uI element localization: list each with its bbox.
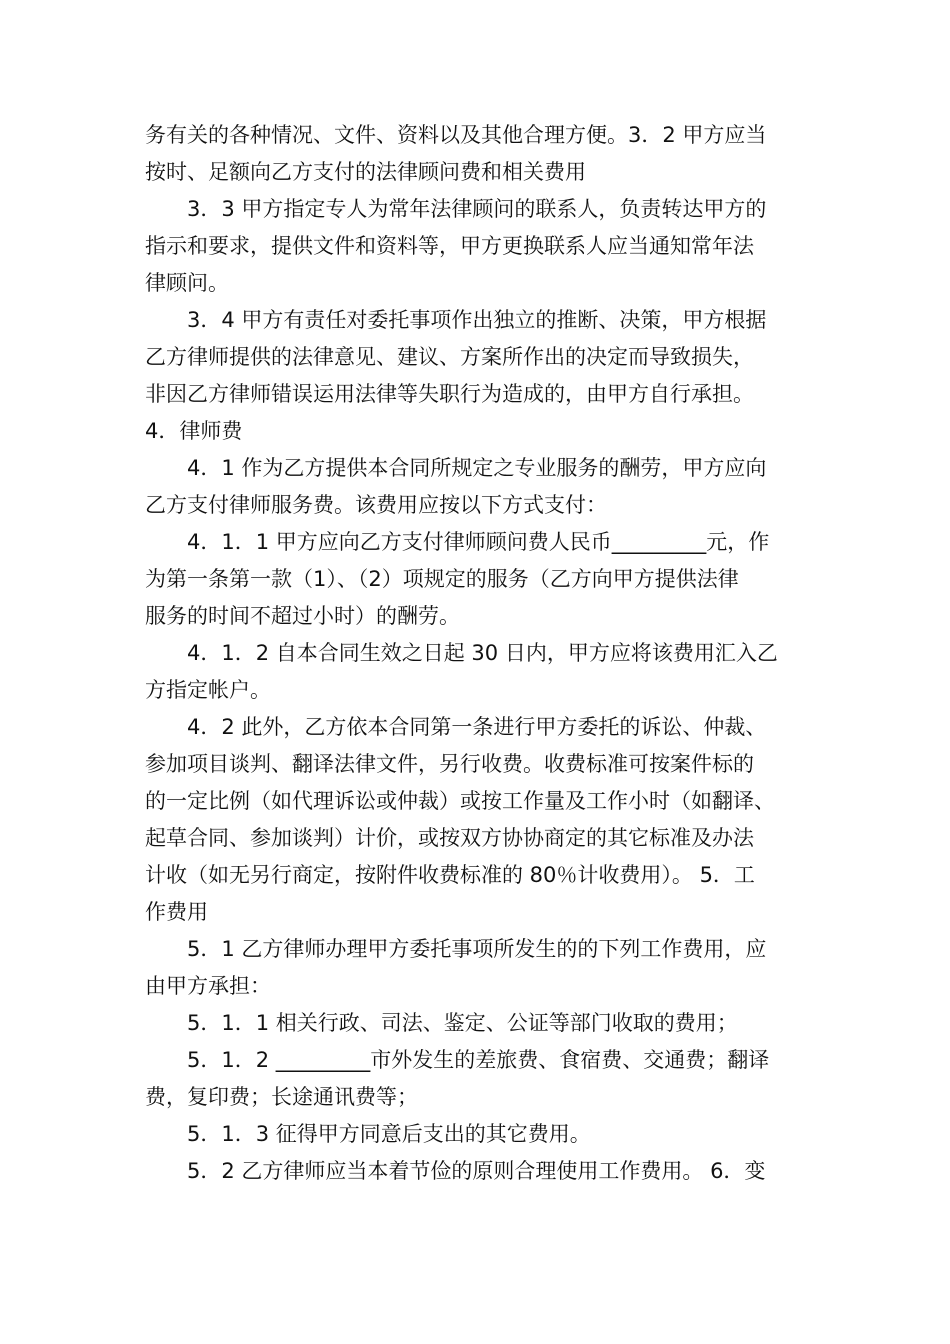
document-line: 4．2 此外，乙方依本合同第一条进行甲方委托的诉讼、仲裁、 — [187, 715, 767, 739]
document-line: 计收（如无另行商定，按附件收费标准的 80％计收费用）。 5．工 — [145, 863, 755, 887]
document-line: 指示和要求，提供文件和资料等，甲方更换联系人应当通知常年法 — [145, 234, 754, 258]
document-line: 费，复印费；长途通讯费等； — [145, 1085, 418, 1109]
document-line: 的一定比例（如代理诉讼或仲裁）或按工作量及工作小时（如翻译、 — [145, 789, 775, 813]
document-line: 作费用 — [145, 900, 208, 924]
document-line: 按时、足额向乙方支付的法律顾问费和相关费用 — [145, 160, 586, 184]
document-line: 服务的时间不超过小时）的酬劳。 — [145, 604, 460, 628]
document-line: 3．3 甲方指定专人为常年法律顾问的联系人，负责转达甲方的 — [187, 197, 767, 221]
document-line: 非因乙方律师错误运用法律等失职行为造成的，由甲方自行承担。 — [145, 382, 754, 406]
document-line: 参加项目谈判、翻译法律文件，另行收费。收费标准可按案件标的 — [145, 752, 754, 776]
document-line: 4．1 作为乙方提供本合同所规定之专业服务的酬劳，甲方应向 — [187, 456, 767, 480]
document-line: 4．1．1 甲方应向乙方支付律师顾问费人民币_________元，作 — [187, 530, 770, 554]
document-line: 4．1．2 自本合同生效之日起 30 日内，甲方应将该费用汇入乙 — [187, 641, 778, 665]
document-line: 乙方支付律师服务费。该费用应按以下方式支付： — [145, 493, 607, 517]
document-line: 5．1．1 相关行政、司法、鉴定、公证等部门收取的费用； — [187, 1011, 738, 1035]
document-line: 务有关的各种情况、文件、资料以及其他合理方便。3．2 甲方应当 — [145, 123, 767, 147]
document-line: 3．4 甲方有责任对委托事项作出独立的推断、决策，甲方根据 — [187, 308, 767, 332]
document-line: 方指定帐户。 — [145, 678, 271, 702]
document-line: 4．律师费 — [145, 419, 243, 443]
document-line: 5．1 乙方律师办理甲方委托事项所发生的的下列工作费用，应 — [187, 937, 767, 961]
document-line: 乙方律师提供的法律意见、建议、方案所作出的决定而导致损失， — [145, 345, 754, 369]
document-line: 起草合同、参加谈判）计价，或按双方协协商定的其它标准及办法 — [145, 826, 754, 850]
document-line: 为第一条第一款（1）、（2）项规定的服务（乙方向甲方提供法律 — [145, 567, 739, 591]
document-line: 由甲方承担： — [145, 974, 271, 998]
document-line: 律顾问。 — [145, 271, 229, 295]
document-body — [145, 117, 845, 1190]
document-line: 5．2 乙方律师应当本着节俭的原则合理使用工作费用。 6．变 — [187, 1159, 766, 1183]
document-line: 5．1．3 征得甲方同意后支出的其它费用。 — [187, 1122, 591, 1146]
document-line: 5．1．2 _________市外发生的差旅费、食宿费、交通费；翻译 — [187, 1048, 770, 1072]
